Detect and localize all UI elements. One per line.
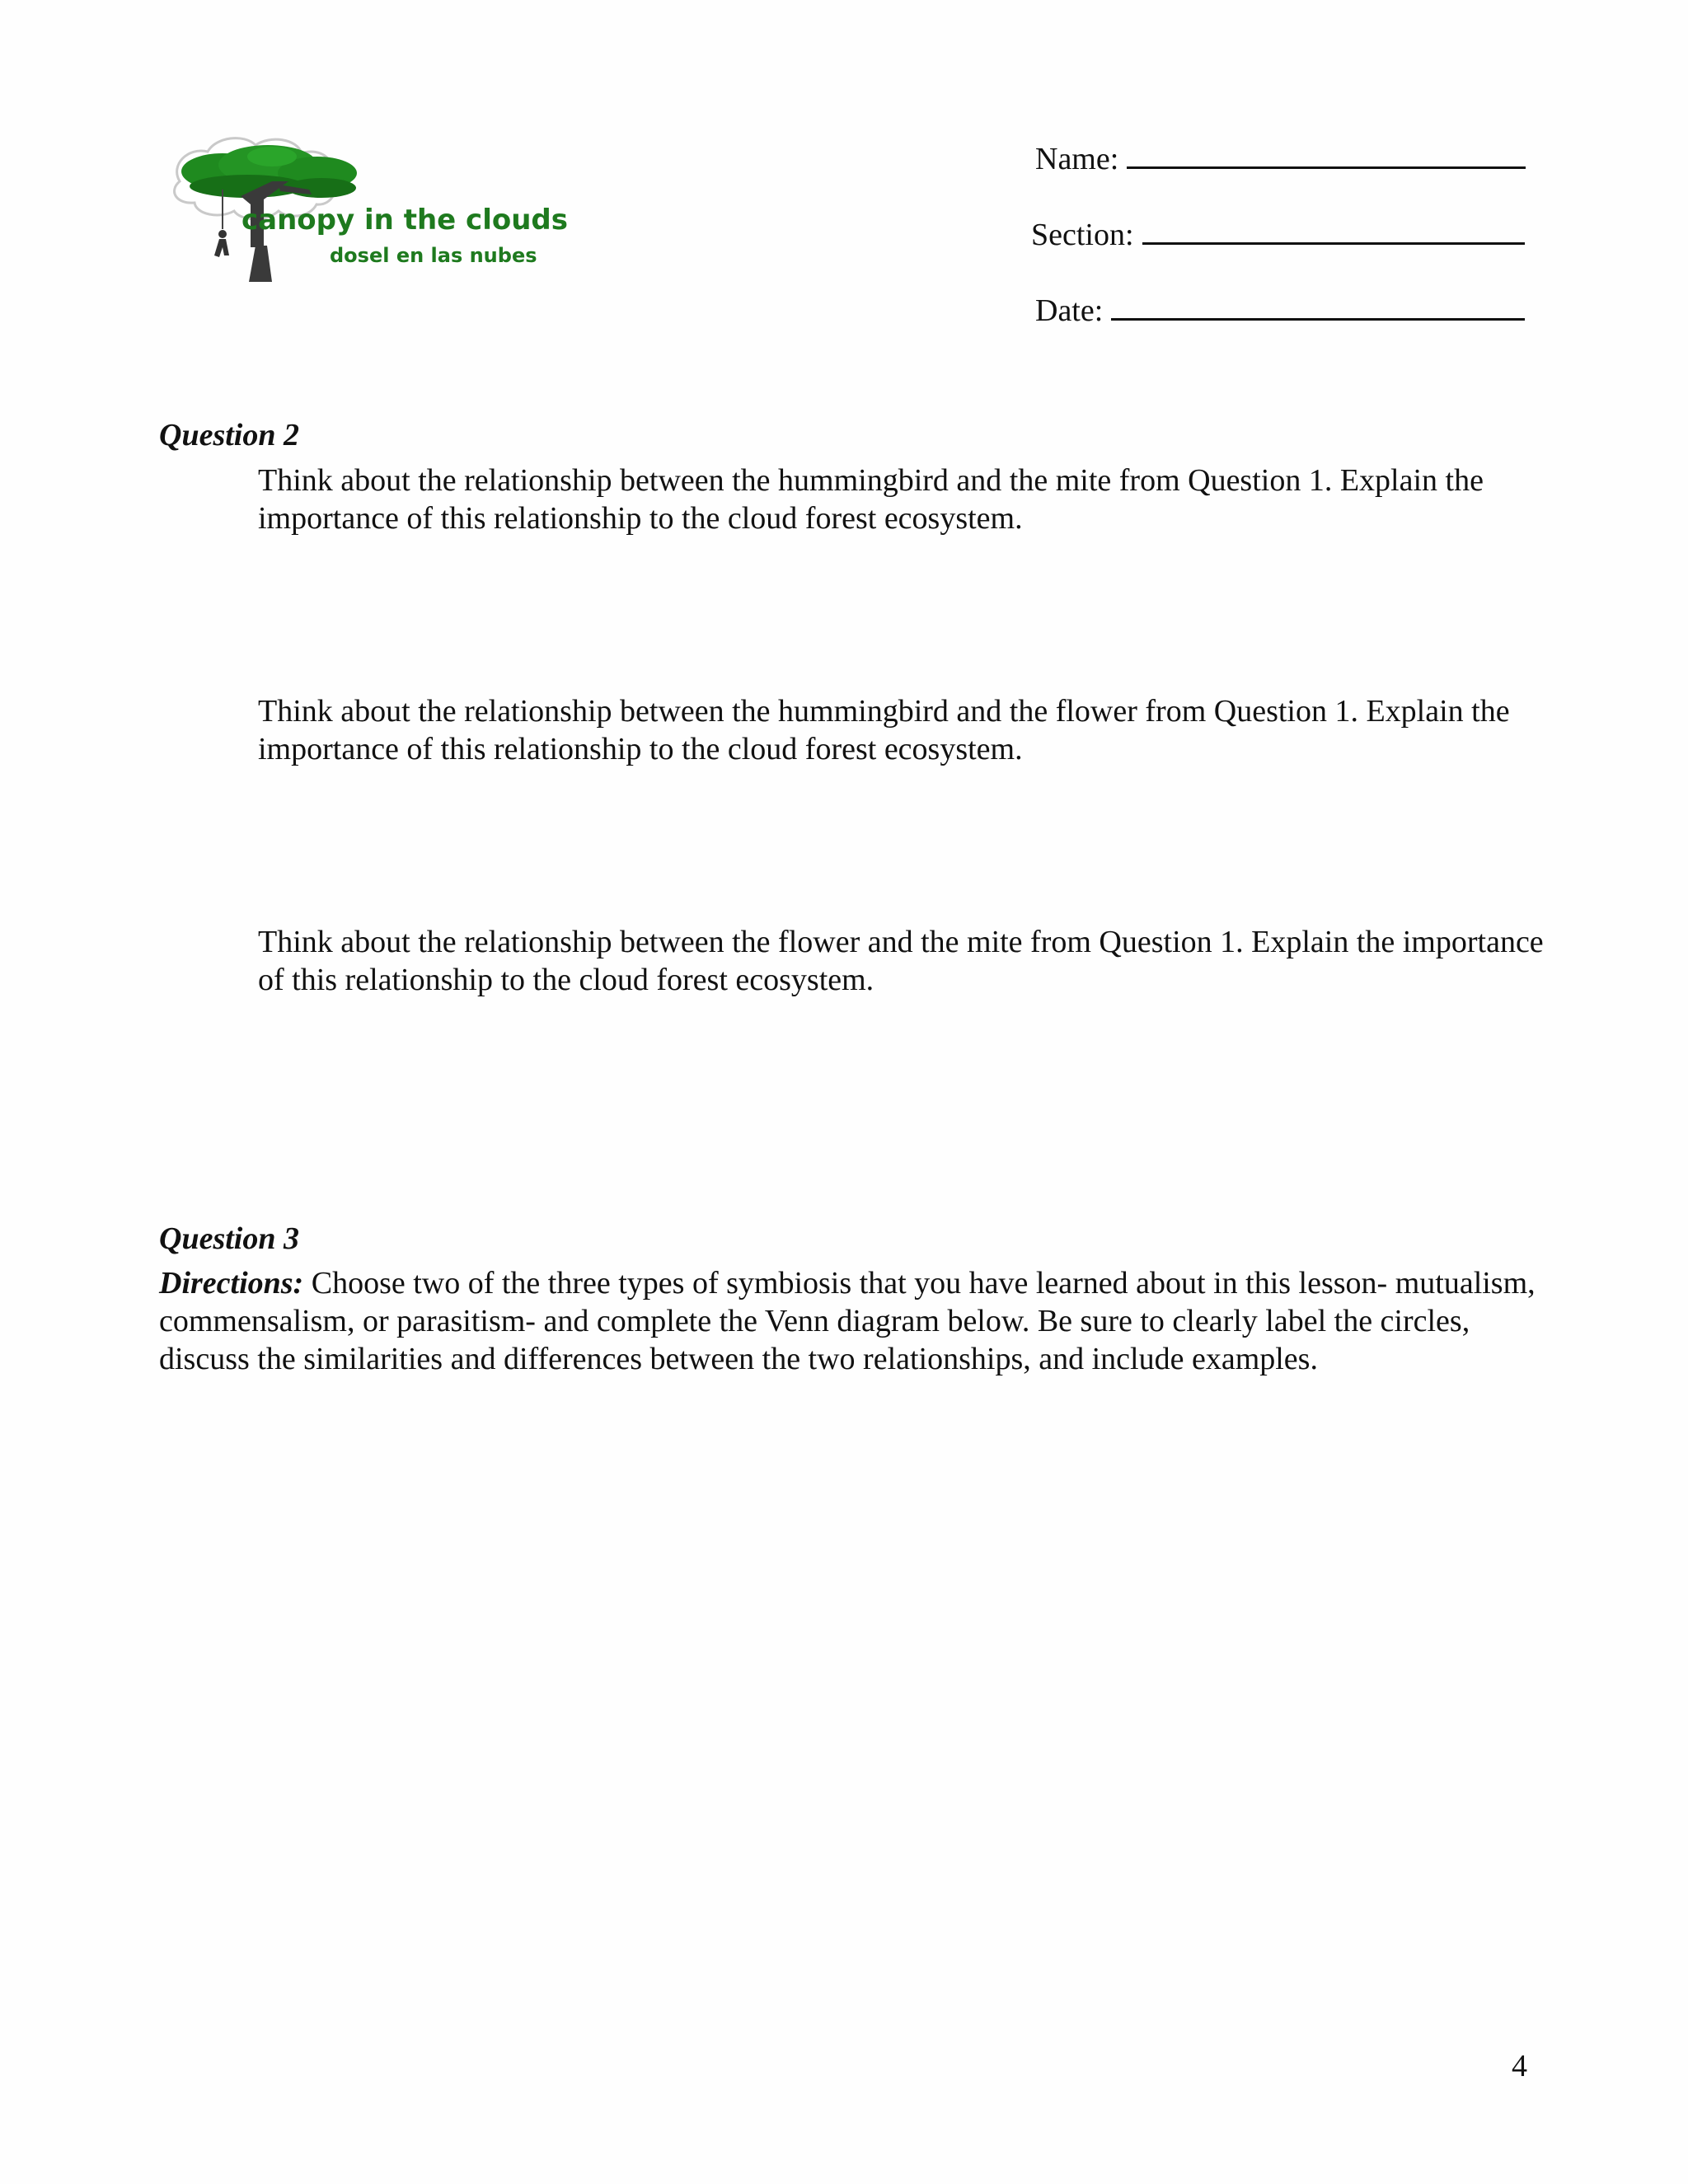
question-2-prompt-1: Think about the relationship between the hummingbird and the mite from Question 1. Explain the importance of this relationship to the cloud forest ecosystem.	[258, 463, 1484, 536]
logo-title: canopy in the clouds	[241, 204, 568, 237]
date-label: Date:	[1035, 293, 1104, 328]
name-field[interactable]	[1035, 138, 1526, 177]
name-label: Name:	[1035, 142, 1119, 176]
name-blank-line[interactable]	[1127, 138, 1526, 169]
question-2-title: Question 2	[159, 418, 299, 452]
section-field[interactable]	[1031, 214, 1525, 253]
section-blank-line[interactable]	[1142, 214, 1525, 245]
directions-label: Directions:	[159, 1266, 304, 1301]
logo-subtitle: dosel en las nubes	[330, 244, 537, 267]
page-number: 4	[1512, 2049, 1527, 2083]
date-blank-line[interactable]	[1111, 290, 1525, 321]
canopy-in-the-clouds-logo	[165, 132, 568, 297]
question-3-directions	[159, 1264, 1544, 1378]
date-field[interactable]	[1035, 290, 1525, 329]
question-2-prompt-3: Think about the relationship between the flower and the mite from Question 1. Explain the importance of this relationship to the cloud forest ecosystem.	[258, 925, 1544, 997]
question-3-title: Question 3	[159, 1221, 299, 1256]
tree-in-cloud-logo-icon	[165, 132, 568, 297]
question-2-prompt-2: Think about the relationship between the hummingbird and the flower from Question 1. Explain the importance of this relationship to the cloud forest ecosystem.	[258, 694, 1510, 766]
directions-text: Choose two of the three types of symbiosis that you have learned about in this lesson- mutualism, commensalism, or parasitism- and complete the Venn diagram below. Be sure to clearly label the circles, discuss the similarities and differences between the two relationships, and include examples.	[159, 1266, 1536, 1376]
section-label: Section:	[1031, 218, 1134, 252]
